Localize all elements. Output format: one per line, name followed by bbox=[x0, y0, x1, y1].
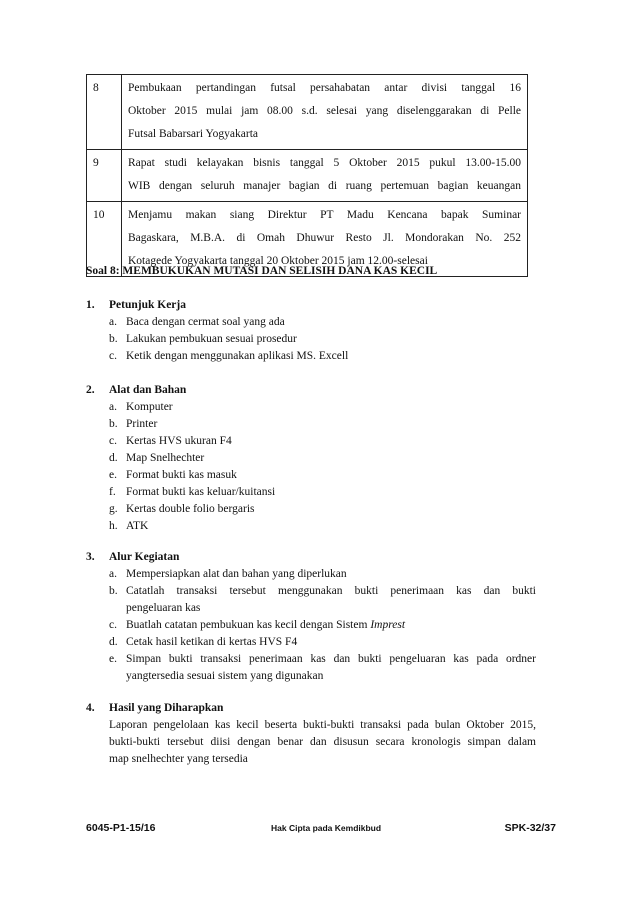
list-item bbox=[109, 518, 536, 535]
row-description bbox=[122, 150, 528, 202]
list-item bbox=[109, 634, 536, 651]
section-petunjuk-kerja bbox=[86, 296, 536, 365]
row-line: WIB dengan seluruh manajer bagian di ruang pertemuan bagian keuangan bbox=[128, 180, 521, 192]
section-title: Petunjuk Kerja bbox=[109, 299, 186, 311]
list-item bbox=[109, 566, 536, 583]
item-letter: c. bbox=[109, 350, 117, 362]
section-number: 3. bbox=[86, 551, 95, 563]
item-letter: c. bbox=[109, 435, 117, 447]
list-item bbox=[109, 467, 536, 484]
row-line: Pembukaan pertandingan futsal persahabatan antar divisi tanggal 16 bbox=[128, 82, 521, 94]
row-number: 8 bbox=[87, 75, 122, 150]
list-item bbox=[109, 450, 536, 467]
table-row bbox=[87, 75, 528, 150]
item-text: Cetak hasil ketikan di kertas HVS F4 bbox=[126, 636, 298, 648]
item-letter: e. bbox=[109, 469, 117, 481]
item-text: Kertas HVS ukuran F4 bbox=[126, 435, 232, 447]
list-item bbox=[109, 617, 536, 634]
row-number: 9 bbox=[87, 150, 122, 202]
section-alat-dan-bahan bbox=[86, 381, 536, 535]
item-list bbox=[86, 314, 536, 365]
item-list bbox=[86, 566, 536, 685]
item-letter: b. bbox=[109, 333, 118, 345]
list-item bbox=[109, 331, 536, 348]
section-number: 2. bbox=[86, 384, 95, 396]
schedule-table bbox=[86, 74, 528, 277]
paragraph-line: bukti-bukti tersebut diisi dengan benar dan disusun secara kronologis simpan dalam bbox=[109, 736, 536, 748]
section-alur-kegiatan bbox=[86, 548, 536, 685]
item-text: Catatlah transaksi tersebut menggunakan bukti penerimaan kas dan bukti bbox=[126, 585, 536, 597]
section-heading bbox=[86, 548, 536, 566]
item-letter: e. bbox=[109, 653, 117, 665]
row-number: 10 bbox=[87, 202, 122, 277]
row-description bbox=[122, 75, 528, 150]
item-list bbox=[86, 399, 536, 535]
item-text: ATK bbox=[126, 520, 149, 532]
list-item bbox=[109, 399, 536, 416]
row-line: Oktober 2015 mulai jam 08.00 s.d. selesai yang diselenggarakan di Pelle bbox=[128, 105, 521, 117]
list-item bbox=[109, 583, 536, 617]
list-item bbox=[109, 651, 536, 685]
item-text: Lakukan pembukuan sesuai prosedur bbox=[126, 333, 297, 345]
item-text: Simpan bukti transaksi penerimaan kas dan bukti pengeluaran kas pada ordner bbox=[126, 653, 536, 665]
section-paragraph bbox=[109, 717, 536, 768]
footer-page-number: SPK-32/37 bbox=[504, 822, 556, 834]
item-text-continuation: pengeluaran kas bbox=[126, 602, 201, 614]
item-letter: c. bbox=[109, 619, 117, 631]
table-row bbox=[87, 150, 528, 202]
item-italic-term: Imprest bbox=[370, 619, 406, 631]
footer-copyright: Hak Cipta pada Kemdikbud bbox=[271, 823, 382, 833]
item-text: Format bukti kas masuk bbox=[126, 469, 237, 481]
item-letter: a. bbox=[109, 316, 117, 328]
row-line: Bagaskara, M.B.A. di Omah Dhuwur Resto Jl. Mondorakan No. 252 bbox=[128, 232, 521, 244]
footer-doc-code: 6045-P1-15/16 bbox=[86, 822, 156, 834]
item-letter: h. bbox=[109, 520, 118, 532]
item-text: Printer bbox=[126, 418, 158, 430]
section-title: Alur Kegiatan bbox=[109, 551, 180, 563]
paragraph-line: map snelhechter yang tersedia bbox=[109, 753, 248, 765]
item-letter: d. bbox=[109, 636, 118, 648]
list-item bbox=[109, 314, 536, 331]
section-heading bbox=[86, 699, 536, 717]
section-title: Hasil yang Diharapkan bbox=[109, 702, 224, 714]
row-line: Kotagede Yogyakarta tanggal 20 Oktober 2015 jam 12.00-selesai bbox=[128, 255, 428, 267]
item-letter: a. bbox=[109, 401, 117, 413]
section-heading bbox=[86, 296, 536, 314]
item-text: Ketik dengan menggunakan aplikasi MS. Excell bbox=[126, 350, 349, 362]
section-number: 1. bbox=[86, 299, 95, 311]
row-line: Menjamu makan siang Direktur PT Madu Kencana bapak Suminar bbox=[128, 209, 521, 221]
item-letter: b. bbox=[109, 418, 118, 430]
item-text: Mempersiapkan alat dan bahan yang diperlukan bbox=[126, 568, 347, 580]
list-item bbox=[109, 501, 536, 518]
list-item bbox=[109, 348, 536, 365]
list-item bbox=[109, 484, 536, 501]
item-letter: b. bbox=[109, 585, 118, 597]
section-title: Alat dan Bahan bbox=[109, 384, 187, 396]
section-number: 4. bbox=[86, 702, 95, 714]
paragraph-line: Laporan pengelolaan kas kecil beserta bukti-bukti transaksi pada bulan Oktober 2015, bbox=[109, 719, 536, 731]
item-text: Komputer bbox=[126, 401, 173, 413]
item-text: Map Snelhechter bbox=[126, 452, 205, 464]
row-line: Futsal Babarsari Yogyakarta bbox=[128, 128, 258, 140]
section-heading bbox=[86, 381, 536, 399]
item-letter: d. bbox=[109, 452, 118, 464]
item-text-continuation: yangtersedia sesuai sistem yang digunakan bbox=[126, 670, 324, 682]
row-line: Rapat studi kelayakan bisnis tanggal 5 Oktober 2015 pukul 13.00-15.00 bbox=[128, 157, 521, 169]
item-letter: g. bbox=[109, 503, 118, 515]
list-item bbox=[109, 433, 536, 450]
item-letter: a. bbox=[109, 568, 117, 580]
item-text: Kertas double folio bergaris bbox=[126, 503, 255, 515]
item-text: Buatlah catatan pembukuan kas kecil dengan Sistem bbox=[126, 619, 368, 631]
soal-title: Soal 8: MEMBUKUKAN MUTASI DAN SELISIH DANA KAS KECIL bbox=[86, 265, 438, 277]
page-footer bbox=[86, 822, 556, 836]
item-letter: f. bbox=[109, 486, 116, 498]
list-item bbox=[109, 416, 536, 433]
section-hasil-yang-diharapkan bbox=[86, 699, 536, 768]
item-text: Baca dengan cermat soal yang ada bbox=[126, 316, 285, 328]
item-text: Format bukti kas keluar/kuitansi bbox=[126, 486, 276, 498]
